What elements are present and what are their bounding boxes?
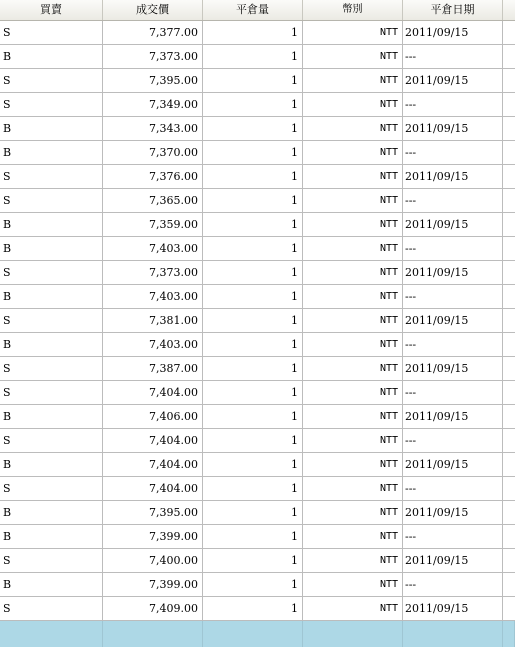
- close-qty-cell: 1: [203, 501, 303, 524]
- price-cell: 7,365.00: [103, 189, 203, 212]
- table-row[interactable]: [0, 261, 515, 285]
- table-row[interactable]: [0, 333, 515, 357]
- column-header-close-date[interactable]: 平倉日期: [403, 0, 503, 20]
- filler-cell: [503, 45, 515, 68]
- close-qty-cell: 1: [203, 141, 303, 164]
- price-cell: 7,377.00: [103, 21, 203, 44]
- filler-cell: [503, 261, 515, 284]
- price-cell: 7,381.00: [103, 309, 203, 332]
- close-qty-cell: 1: [203, 21, 303, 44]
- table-row[interactable]: [0, 237, 515, 261]
- currency-cell: NTT: [303, 237, 403, 260]
- price-cell: 7,404.00: [103, 477, 203, 500]
- currency-cell: NTT: [303, 93, 403, 116]
- footer-cell: [203, 621, 303, 647]
- buy-sell-cell: B: [0, 117, 103, 140]
- column-header-currency[interactable]: 幣別: [303, 0, 403, 20]
- column-header-price[interactable]: 成交價: [103, 0, 203, 20]
- currency-cell: NTT: [303, 549, 403, 572]
- close-qty-cell: 1: [203, 453, 303, 476]
- close-date-cell: 2011/09/15: [403, 597, 503, 620]
- close-date-cell: ---: [403, 45, 503, 68]
- close-qty-cell: 1: [203, 573, 303, 596]
- price-cell: 7,373.00: [103, 261, 203, 284]
- close-date-cell: 2011/09/15: [403, 357, 503, 380]
- buy-sell-cell: B: [0, 213, 103, 236]
- close-date-cell: 2011/09/15: [403, 549, 503, 572]
- close-qty-cell: 1: [203, 189, 303, 212]
- close-date-cell: ---: [403, 189, 503, 212]
- close-qty-cell: 1: [203, 381, 303, 404]
- buy-sell-cell: S: [0, 189, 103, 212]
- currency-cell: NTT: [303, 333, 403, 356]
- close-qty-cell: 1: [203, 405, 303, 428]
- filler-cell: [503, 453, 515, 476]
- close-date-cell: 2011/09/15: [403, 69, 503, 92]
- buy-sell-cell: B: [0, 405, 103, 428]
- close-date-cell: ---: [403, 333, 503, 356]
- close-date-cell: ---: [403, 141, 503, 164]
- close-qty-cell: 1: [203, 261, 303, 284]
- currency-cell: NTT: [303, 381, 403, 404]
- table-row[interactable]: [0, 213, 515, 237]
- currency-cell: NTT: [303, 21, 403, 44]
- price-cell: 7,395.00: [103, 501, 203, 524]
- buy-sell-cell: S: [0, 381, 103, 404]
- column-header-buy-sell[interactable]: 買賣: [0, 0, 103, 20]
- buy-sell-cell: S: [0, 69, 103, 92]
- currency-cell: NTT: [303, 213, 403, 236]
- column-header-close-qty[interactable]: 平倉量: [203, 0, 303, 20]
- table-row[interactable]: [0, 381, 515, 405]
- currency-cell: NTT: [303, 405, 403, 428]
- filler-cell: [503, 141, 515, 164]
- table-row[interactable]: [0, 429, 515, 453]
- close-qty-cell: 1: [203, 285, 303, 308]
- close-date-cell: ---: [403, 429, 503, 452]
- currency-cell: NTT: [303, 357, 403, 380]
- filler-cell: [503, 525, 515, 548]
- close-date-cell: 2011/09/15: [403, 453, 503, 476]
- close-date-cell: 2011/09/15: [403, 501, 503, 524]
- filler-cell: [503, 549, 515, 572]
- buy-sell-cell: S: [0, 549, 103, 572]
- buy-sell-cell: S: [0, 165, 103, 188]
- grid-header: [0, 0, 515, 21]
- close-date-cell: ---: [403, 477, 503, 500]
- close-qty-cell: 1: [203, 165, 303, 188]
- buy-sell-cell: B: [0, 333, 103, 356]
- filler-cell: [503, 429, 515, 452]
- table-row[interactable]: [0, 189, 515, 213]
- buy-sell-cell: B: [0, 501, 103, 524]
- filler-cell: [503, 213, 515, 236]
- buy-sell-cell: S: [0, 477, 103, 500]
- price-cell: 7,349.00: [103, 93, 203, 116]
- close-qty-cell: 1: [203, 549, 303, 572]
- filler-cell: [503, 333, 515, 356]
- currency-cell: NTT: [303, 309, 403, 332]
- table-row[interactable]: [0, 117, 515, 141]
- filler-cell: [503, 501, 515, 524]
- currency-cell: NTT: [303, 141, 403, 164]
- currency-cell: NTT: [303, 477, 403, 500]
- currency-cell: NTT: [303, 117, 403, 140]
- buy-sell-cell: B: [0, 453, 103, 476]
- buy-sell-cell: S: [0, 93, 103, 116]
- filler-cell: [503, 93, 515, 116]
- price-cell: 7,403.00: [103, 333, 203, 356]
- filler-cell: [503, 69, 515, 92]
- table-row[interactable]: [0, 45, 515, 69]
- buy-sell-cell: B: [0, 237, 103, 260]
- filler-cell: [503, 189, 515, 212]
- filler-cell: [503, 117, 515, 140]
- grid-body: [0, 21, 515, 621]
- close-date-cell: ---: [403, 237, 503, 260]
- close-qty-cell: 1: [203, 237, 303, 260]
- footer-cell: [103, 621, 203, 647]
- price-cell: 7,404.00: [103, 381, 203, 404]
- close-date-cell: 2011/09/15: [403, 405, 503, 428]
- close-date-cell: ---: [403, 93, 503, 116]
- close-qty-cell: 1: [203, 477, 303, 500]
- filler-cell: [503, 309, 515, 332]
- close-date-cell: 2011/09/15: [403, 213, 503, 236]
- close-qty-cell: 1: [203, 45, 303, 68]
- selected-empty-row[interactable]: [0, 621, 515, 647]
- price-cell: 7,403.00: [103, 237, 203, 260]
- close-qty-cell: 1: [203, 213, 303, 236]
- table-row[interactable]: [0, 21, 515, 45]
- table-row[interactable]: [0, 357, 515, 381]
- buy-sell-cell: B: [0, 141, 103, 164]
- price-cell: 7,399.00: [103, 525, 203, 548]
- currency-cell: NTT: [303, 573, 403, 596]
- filler-cell: [503, 381, 515, 404]
- filler-cell: [503, 165, 515, 188]
- close-qty-cell: 1: [203, 525, 303, 548]
- filler-cell: [503, 573, 515, 596]
- price-cell: 7,404.00: [103, 453, 203, 476]
- buy-sell-cell: S: [0, 309, 103, 332]
- currency-cell: NTT: [303, 501, 403, 524]
- buy-sell-cell: S: [0, 261, 103, 284]
- currency-cell: NTT: [303, 165, 403, 188]
- price-cell: 7,403.00: [103, 285, 203, 308]
- table-row[interactable]: [0, 597, 515, 621]
- table-row[interactable]: [0, 69, 515, 93]
- footer-cell: [0, 621, 103, 647]
- close-date-cell: 2011/09/15: [403, 165, 503, 188]
- buy-sell-cell: B: [0, 45, 103, 68]
- filler-cell: [503, 357, 515, 380]
- close-qty-cell: 1: [203, 93, 303, 116]
- table-row[interactable]: [0, 165, 515, 189]
- close-qty-cell: 1: [203, 597, 303, 620]
- table-row[interactable]: [0, 141, 515, 165]
- close-date-cell: ---: [403, 285, 503, 308]
- filler-cell: [503, 405, 515, 428]
- close-date-cell: ---: [403, 573, 503, 596]
- buy-sell-cell: B: [0, 573, 103, 596]
- footer-cell: [503, 621, 515, 647]
- currency-cell: NTT: [303, 45, 403, 68]
- close-qty-cell: 1: [203, 429, 303, 452]
- close-date-cell: ---: [403, 525, 503, 548]
- table-row[interactable]: [0, 525, 515, 549]
- currency-cell: NTT: [303, 525, 403, 548]
- currency-cell: NTT: [303, 453, 403, 476]
- filler-cell: [503, 477, 515, 500]
- table-row[interactable]: [0, 93, 515, 117]
- buy-sell-cell: B: [0, 525, 103, 548]
- price-cell: 7,373.00: [103, 45, 203, 68]
- table-row[interactable]: [0, 405, 515, 429]
- buy-sell-cell: S: [0, 429, 103, 452]
- table-row[interactable]: [0, 453, 515, 477]
- currency-cell: NTT: [303, 261, 403, 284]
- filler-cell: [503, 21, 515, 44]
- buy-sell-cell: B: [0, 285, 103, 308]
- close-date-cell: 2011/09/15: [403, 117, 503, 140]
- price-cell: 7,399.00: [103, 573, 203, 596]
- buy-sell-cell: S: [0, 357, 103, 380]
- currency-cell: NTT: [303, 189, 403, 212]
- currency-cell: NTT: [303, 597, 403, 620]
- currency-cell: NTT: [303, 429, 403, 452]
- footer-cell: [403, 621, 503, 647]
- table-row[interactable]: [0, 285, 515, 309]
- close-qty-cell: 1: [203, 309, 303, 332]
- price-cell: 7,376.00: [103, 165, 203, 188]
- close-date-cell: ---: [403, 381, 503, 404]
- price-cell: 7,400.00: [103, 549, 203, 572]
- price-cell: 7,387.00: [103, 357, 203, 380]
- close-date-cell: 2011/09/15: [403, 309, 503, 332]
- price-cell: 7,404.00: [103, 429, 203, 452]
- column-header-filler: [503, 0, 515, 20]
- close-date-cell: 2011/09/15: [403, 261, 503, 284]
- price-cell: 7,370.00: [103, 141, 203, 164]
- close-date-cell: 2011/09/15: [403, 21, 503, 44]
- table-row[interactable]: [0, 477, 515, 501]
- price-cell: 7,409.00: [103, 597, 203, 620]
- buy-sell-cell: S: [0, 597, 103, 620]
- currency-cell: NTT: [303, 285, 403, 308]
- table-row[interactable]: [0, 501, 515, 525]
- price-cell: 7,359.00: [103, 213, 203, 236]
- currency-cell: NTT: [303, 69, 403, 92]
- close-qty-cell: 1: [203, 333, 303, 356]
- price-cell: 7,406.00: [103, 405, 203, 428]
- table-row[interactable]: [0, 549, 515, 573]
- filler-cell: [503, 597, 515, 620]
- footer-cell: [303, 621, 403, 647]
- filler-cell: [503, 285, 515, 308]
- table-row[interactable]: [0, 573, 515, 597]
- filler-cell: [503, 237, 515, 260]
- price-cell: 7,395.00: [103, 69, 203, 92]
- close-qty-cell: 1: [203, 69, 303, 92]
- buy-sell-cell: S: [0, 21, 103, 44]
- table-row[interactable]: [0, 309, 515, 333]
- close-qty-cell: 1: [203, 117, 303, 140]
- close-qty-cell: 1: [203, 357, 303, 380]
- price-cell: 7,343.00: [103, 117, 203, 140]
